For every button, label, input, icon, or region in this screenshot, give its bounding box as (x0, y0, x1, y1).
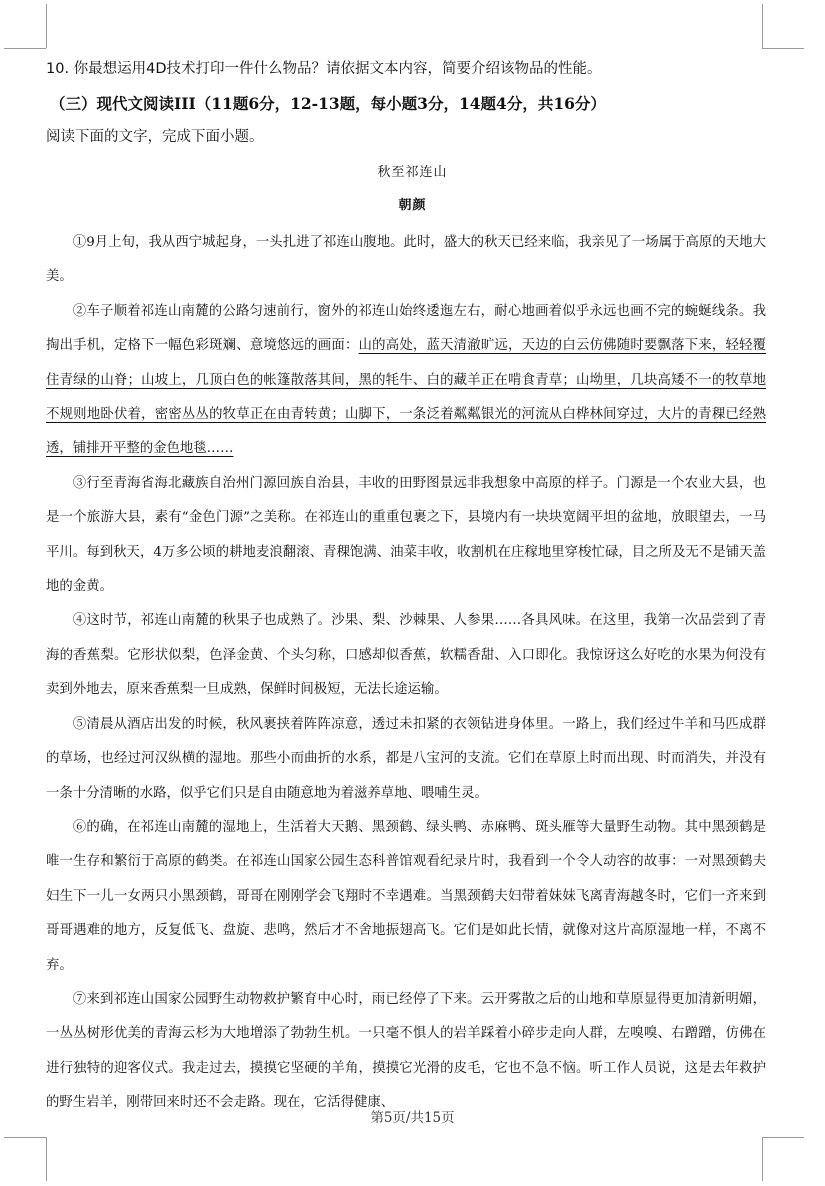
paragraph-3: ③行至青海省海北藏族自治州门源回族自治县，丰收的田野图景远非我想象中高原的样子。门源是一个农业大县，也是一个旅游大县，素有“金色门源”之美称。在祁连山的重重包裹之下，县境内有一块块宽阔平坦的盆地，放眼望去，一马平川。每到秋天，4万多公顷的耕地麦浪翻滚、青稞饱满、油菜丰收，收割机在庄稼地里穿梭忙碌，目之所及无不是铺天盖地的金黄。 (46, 475, 766, 595)
crop-mark-bottom-left-v (46, 1137, 47, 1181)
paragraph-7: ⑦来到祁连山国家公园野生动物救护繁育中心时，雨已经停了下来。云开雾散之后的山地和草原显得更加清新明媚，一丛丛树形优美的青海云杉为大地增添了勃勃生机。一只毫不惧人的岩羊踩着小碎步走向人群，左嗅嗅、右蹭蹭，仿佛在进行独特的迎客仪式。我走过去，摸摸它坚硬的羊角，摸摸它光滑的皮毛，它也不急不恼。听工作人员说，这是去年救护的野生岩羊，刚带回来时还不会走路。现在，它活得健康、 (46, 991, 766, 1111)
page-footer: 第5页/共15页 (370, 1110, 455, 1126)
crop-mark-bottom-right-v (762, 1137, 763, 1181)
paragraph-2-lead: ②车子顺着祁连山南麓的公路匀速前行，窗外的祁连山始终逶迤左右，耐心地画着似乎永远也画不完的蜿蜒线条。我掏出手机，定格下一幅色彩斑斓、意境悠远的画面： (46, 303, 766, 354)
crop-mark-bottom-right-h (762, 1137, 804, 1138)
crop-mark-bottom-left-h (4, 1137, 46, 1138)
question-10: 10. 你最想运用4D技术打印一件什么物品？请依据文本内容，简要介绍该物品的性能。 (46, 61, 602, 77)
paragraph-4: ④这时节，祁连山南麓的秋果子也成熟了。沙果、梨、沙棘果、人参果……各具风味。在这里，我第一次品尝到了青海的香蕉梨。它形状似梨，色泽金黄、个头匀称，口感却似香蕉，软糯香甜、入口即化。我惊讶这么好吃的水果为何没有卖到外地去，原来香蕉梨一旦成熟，保鲜时间极短，无法长途运输。 (46, 613, 766, 698)
paragraph-6: ⑥的确，在祁连山南麓的湿地上，生活着大天鹅、黑颈鹤、绿头鸭、赤麻鸭、斑头雁等大量野生动物。其中黑颈鹤是唯一生存和繁衍于高原的鹤类。在祁连山国家公园生态科普馆观看纪录片时，我看到一个令人动容的故事：一对黑颈鹤夫妇生下一儿一女两只小黑颈鹤，哥哥在刚刚学会飞翔时不幸遇难。当黑颈鹤夫妇带着妹妹飞离青海越冬时，它们一齐来到哥哥遇难的地方，反复低飞、盘旋、悲鸣，然后才不舍地振翅高飞。它们是如此长情，就像对这片高原湿地一样，不离不弃。 (46, 819, 766, 973)
paragraph-2 (46, 295, 766, 467)
crop-mark-top-right-h (762, 48, 804, 49)
crop-mark-top-left-v (46, 4, 47, 48)
crop-mark-top-left-h (4, 48, 46, 49)
instruction-text: 阅读下面的文字，完成下面小题。 (46, 129, 264, 145)
section-header: （三）现代文阅读III（11题6分，12-13题，每小题3分，14题4分，共16分） (50, 94, 606, 113)
crop-mark-top-right-v (762, 4, 763, 48)
underlined-passage: 山的高处，蓝天清澈旷远，天边的白云仿佛随时要飘落下来，轻轻覆住青绿的山脊；山坡上，几顶白色的帐篷散落其间，黑的牦牛、白的藏羊正在啃食青草；山坳里，几块高矮不一的牧草地不规则地卧伏着，密密丛丛的牧草正在由青转黄；山脚下，一条泛着粼粼银光的河流从白桦林间穿过，大片的青稞已经熟透，铺排开平整的金色地毯…… (46, 338, 767, 457)
article-title: 秋至祁连山 (377, 165, 448, 180)
article-body (46, 226, 766, 1121)
paragraph-1: ①9月上旬，我从西宁城起身，一头扎进了祁连山腹地。此时，盛大的秋天已经来临，我亲见了一场属于高原的天地大美。 (46, 235, 766, 285)
paragraph-5: ⑤清晨从酒店出发的时候，秋风裹挟着阵阵凉意，透过未扣紧的衣领钻进身体里。一路上，我们经过牛羊和马匹成群的草场，也经过河汉纵横的湿地。那些小而曲折的水系，都是八宝河的支流。它们在草原上时而出现、时而消失，并没有一条十分清晰的水路，似乎它们只是自由随意地为着滋养草地、喂哺生灵。 (46, 716, 766, 801)
article-author: 朝颜 (398, 198, 427, 213)
